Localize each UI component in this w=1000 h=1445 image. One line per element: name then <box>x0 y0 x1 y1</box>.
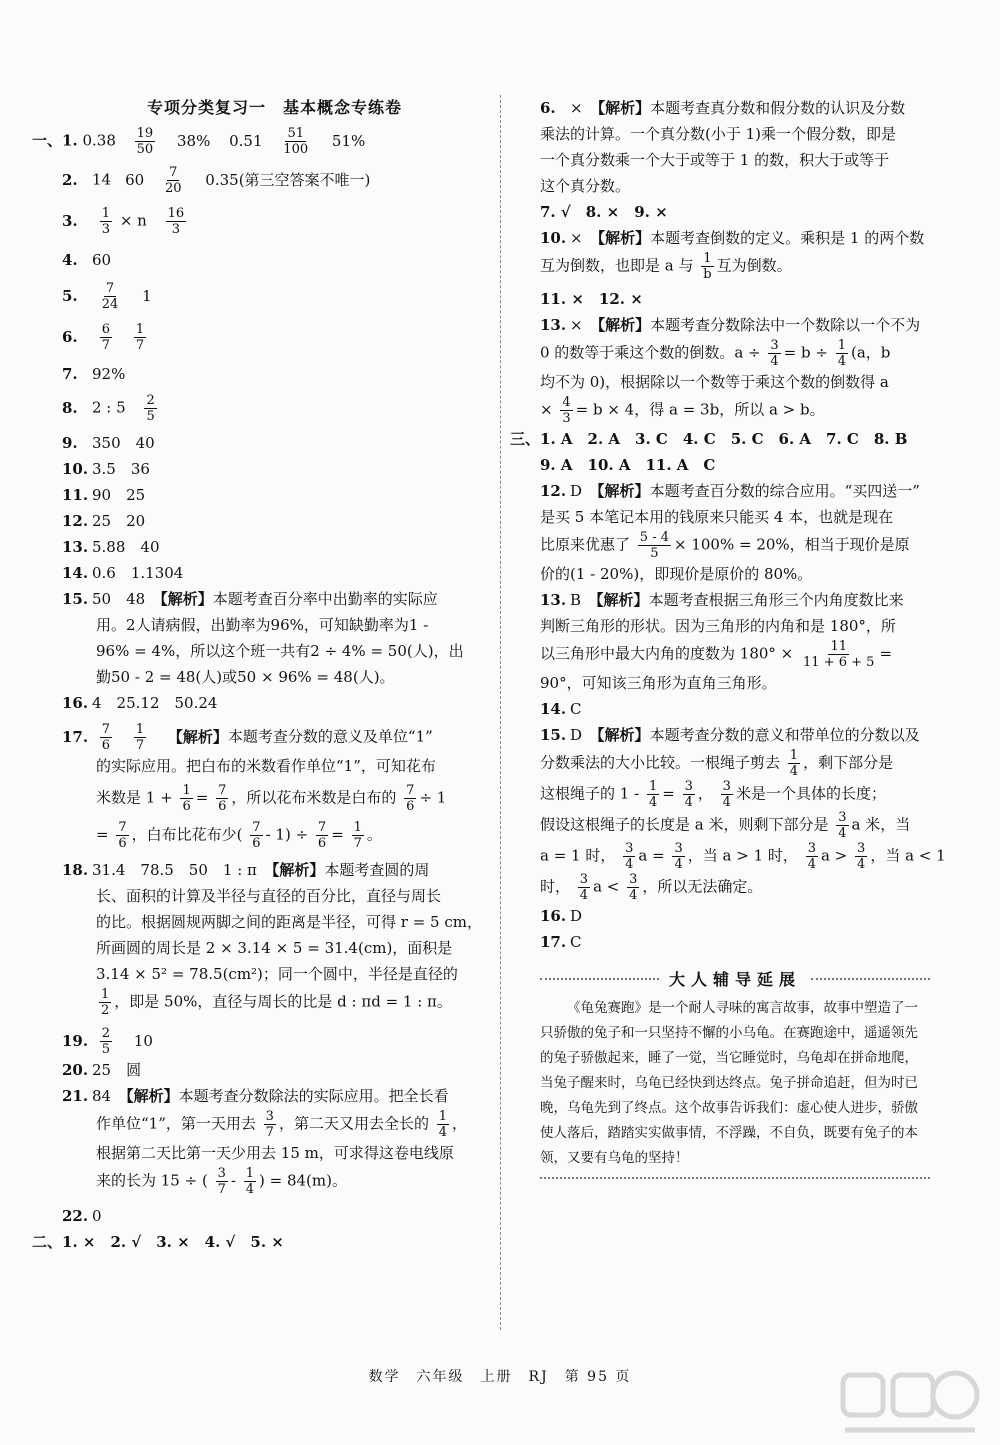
page-footer: 数学 六年级 上册 RJ 第 95 页 <box>368 1369 632 1385</box>
dotted-rule <box>540 978 659 980</box>
r13: 13. × 【解析】本题考查分数除法中一个数除以一个不为 0 的数等于乘这个数的倒数。a ÷ $\frac{3}{4}$ = b ÷ $\frac{1}{4}$ (a，b 均不为 0)，根据除以一个数等于乘这个数的倒数得 a × $\frac{4}{3}$ = b × 4，得 a = 3b，所以 a > b。 <box>540 316 921 426</box>
fraction: $\frac{3}{4}$ <box>579 872 589 903</box>
q8: 8. 2 : 5 $\frac{2}{5}$ <box>62 393 155 424</box>
r6: 6. × 【解析】本题考查真分数和假分数的认识及分数 乘法的计算。一个真分数(小于 1)乘一个假分数，即是 一个真分数乘一个大于或等于 1 的数，积大于或等于 这个真分数。 <box>540 99 906 195</box>
fraction: $\frac{51}{100}$ <box>283 126 309 157</box>
fraction: $\frac{1}{7}$ <box>135 722 145 753</box>
fraction: $\frac{1}{4}$ <box>245 1166 255 1197</box>
fraction: $\frac{3}{4}$ <box>857 841 866 872</box>
r7: 7. √ 8. × 9. × <box>540 203 668 221</box>
q1: 一、1. 0.38 $\frac{19}{50}$ 38% 0.51 $\frac{51}{100}$ 51% <box>32 126 366 157</box>
fraction: $\frac{1}{4}$ <box>837 338 846 369</box>
q20: 20. 25 圆 <box>62 1061 142 1079</box>
column-divider <box>500 95 501 1330</box>
q9: 9. 350 40 <box>62 434 155 452</box>
fraction: $\frac{3}{4}$ <box>629 872 638 903</box>
q11: 11. 90 25 <box>62 486 146 504</box>
fraction: $\frac{7}{6}$ <box>406 783 415 814</box>
box-header <box>540 967 930 990</box>
left-column <box>32 95 487 1255</box>
fraction: $\frac{3}{4}$ <box>625 841 634 872</box>
q19: 19. $\frac{2}{5}$ 10 <box>62 1026 153 1057</box>
r13b: 13. B 【解析】本题考查根据三角形三个内角度数比来 判断三角形的形状。因为三角形的内角和是 180°，所 以三角形中最大内角的度数为 180° × $\frac{11}{11 + 6 + 5}$ = 90°，可知该三角形为直角三角形。 <box>540 591 904 692</box>
fraction: $\frac{3}{4}$ <box>838 810 847 841</box>
r10: 10. × 【解析】本题考查倒数的定义。乘积是 1 的两个数 互为倒数，也即是 a 与 $\frac{1}{b}$ 互为倒数。 <box>540 229 925 282</box>
r14: 14. C <box>540 700 582 718</box>
q15: 15. 50 48 【解析】本题考查百分率中出勤率的实际应 用。2人请病假，出勤率为96%，可知缺勤率为1 - 96% = 4%，所以这个班一共有2 ÷ 4% = 50(人)，出 勤50 - 2 = 48(人)或50 × 96% = 48(人)。 <box>62 590 464 686</box>
fraction: $\frac{2}{5}$ <box>146 393 155 424</box>
fraction: $\frac{7}{24}$ <box>101 281 119 312</box>
q13: 13. 5.88 40 <box>62 538 160 556</box>
fraction: $\frac{1}{4}$ <box>438 1109 448 1140</box>
fraction: $\frac{1}{4}$ <box>789 748 799 779</box>
fraction: $\frac{1}{6}$ <box>182 783 191 814</box>
watermark-logo-icon <box>835 1365 985 1440</box>
fraction: $\frac{7}{6}$ <box>118 820 127 851</box>
dotted-rule <box>811 978 930 980</box>
fraction: $\frac{1}{b}$ <box>703 251 712 282</box>
fraction: $\frac{7}{6}$ <box>252 820 261 851</box>
fraction: $\frac{1}{7}$ <box>353 820 362 851</box>
fraction: $\frac{2}{5}$ <box>101 1026 111 1057</box>
r11: 11. × 12. × <box>540 290 643 308</box>
q6: 6. $\frac{6}{7}$ $\frac{1}{7}$ <box>62 322 145 353</box>
fraction: $\frac{1}{2}$ <box>101 987 110 1018</box>
dotted-rule <box>540 1177 930 1179</box>
fraction: $\frac{7}{20}$ <box>164 165 182 196</box>
box-title: 大人辅导延展 <box>669 970 802 989</box>
fraction: $\frac{7}{6}$ <box>317 820 327 851</box>
q12: 12. 25 20 <box>62 512 146 530</box>
fraction: $\frac{6}{7}$ <box>101 322 111 353</box>
q3: 3. $\frac{1}{3}$ × n $\frac{16}{3}$ <box>62 206 185 237</box>
fraction: $\frac{16}{3}$ <box>167 206 185 237</box>
r12: 12. D 【解析】本题考查百分数的综合应用。“买四送一” 是买 5 本笔记本用的钱原来只能买 4 本，也就是现在 比原来优惠了 $\frac{5 - 4}{5}$ × 100% = 20%，相当于现价是原 价的(1 - 20%)，即现价是原价的 80%。 <box>540 482 920 583</box>
fraction: $\frac{19}{50}$ <box>136 126 154 157</box>
fraction: $\frac{3}{4}$ <box>807 841 816 872</box>
q10: 10. 3.5 36 <box>62 460 150 478</box>
section-3-row1: 三、1. A 2. A 3. C 4. C 5. C 6. A 7. C 8. B <box>510 430 908 448</box>
fraction: $\frac{3}{4}$ <box>770 338 779 369</box>
page-title: 专项分类复习一 基本概念专练卷 <box>146 98 402 117</box>
r16: 16. D <box>540 907 583 925</box>
q2: 2. 14 60 $\frac{7}{20}$ 0.35(第三空答案不唯一) <box>62 165 371 196</box>
q7: 7. 92% <box>62 365 126 383</box>
right-column <box>510 95 946 1179</box>
section-3-row2: 9. A 10. A 11. A C <box>540 456 716 474</box>
fraction: $\frac{4}{3}$ <box>562 395 571 426</box>
q21: 21. 84 【解析】本题考查分数除法的实际应用。把全长看 作单位“1”，第一天用去 $\frac{3}{7}$ ，第二天又用去全长的 $\frac{1}{4}$ ， 根据第二天比第一天少用去 15 m，可求得这卷电线原 来的长为 15 ÷ ( $\frac{3}{7}$ - $\frac{1}{4}$ ) = 84(m)。 <box>62 1087 468 1197</box>
r17: 17. C <box>540 933 582 951</box>
q17: 17. $\frac{7}{6}$ $\frac{1}{7}$ 【解析】本题考查分数的意义及单位“1” 的实际应用。把白布的米数看作单位“1”，可知花布 米数是 1 + $\frac{1}{6}$ = $\frac{7}{6}$ ，所以花布米数是白布的 $\frac{7}{6}$ ÷ 1 = $\frac{7}{6}$ ，白布比花布少( $\frac{7}{6}$ - 1) ÷ $\frac{7}{6}$ = $\frac{1}{7}$ 。 <box>62 722 447 851</box>
fraction: $\frac{11}{11 + 6 + 5}$ <box>803 639 875 670</box>
q5: 5. $\frac{7}{24}$ 1 <box>62 281 152 312</box>
q16: 16. 4 25.12 50.24 <box>62 694 218 712</box>
fraction: $\frac{3}{4}$ <box>684 779 693 810</box>
box-body: 《龟兔赛跑》是一个耐人寻味的寓言故事，故事中塑造了一只骄傲的兔子和一只坚持不懈的小乌龟。在赛跑途中，遥遥领先的兔子骄傲起来，睡了一觉，当它睡觉时，乌龟却在拼命地爬，当兔子醒来时，乌龟已经快到达终点。兔子拼命追赶，但为时已晚，乌龟先到了终点。这个故事告诉我们：虚心使人进步，骄傲使人落后，踏踏实实做事情，不浮躁，不自负，既要有兔子的本领，又要有乌龟的坚持！ <box>540 1000 918 1166</box>
fraction: $\frac{1}{7}$ <box>135 322 145 353</box>
fraction: $\frac{5 - 4}{5}$ <box>639 530 669 561</box>
fraction: $\frac{3}{4}$ <box>674 841 683 872</box>
fraction: $\frac{7}{6}$ <box>218 783 227 814</box>
q18: 18. 31.4 78.5 50 1 : π 【解析】本题考查圆的周 长、面积的计算及半径与直径的百分比，直径与周长 的比。根据圆规两脚之间的距离是半径，可得 r = 5 cm， 所画圆的周长是 2 × 3.14 × 5 = 31.4(cm)，面积是 3.14 × 5² = 78.5(cm²)；同一个圆中，半径是直径的 $\frac{1}{2}$ ，即是 50%，直径与周长的比是 d : πd = 1 : π。 <box>62 861 482 1018</box>
fraction: $\frac{7}{6}$ <box>101 722 111 753</box>
tutor-extension-box <box>540 967 930 1179</box>
q22: 22. 0 <box>62 1207 102 1225</box>
fraction: $\frac{3}{4}$ <box>722 779 731 810</box>
section-1-label: 一、 <box>32 131 63 150</box>
fraction: $\frac{1}{3}$ <box>101 206 111 237</box>
q14: 14. 0.6 1.1304 <box>62 564 184 582</box>
section-2: 二、1. × 2. √ 3. × 4. √ 5. × <box>32 1233 284 1251</box>
r15: 15. D 【解析】本题考查分数的意义和带单位的分数以及 分数乘法的大小比较。一根绳子剪去 $\frac{1}{4}$ ，剩下部分是 这根绳子的 1 - $\frac{1}{4}$ = $\frac{3}{4}$ ， $\frac{3}{4}$ 米是一个具体的长度； 假设这根绳子的长度是 a 米，则剩下部分是 $\frac{3}{4}$ a 米，当 a = 1 时， $\frac{3}{4}$ a = $\frac{3}{4}$ ，当 a > 1 时， $\frac{3}{4}$ a > $\frac{3}{4}$ ，当 a < 1 时， $\frac{3}{4}$ a < $\frac{3}{4}$ ，所以无法确定。 <box>540 726 946 903</box>
fraction: $\frac{3}{7}$ <box>217 1166 226 1197</box>
q4: 4. 60 <box>62 251 112 269</box>
fraction: $\frac{3}{7}$ <box>265 1109 274 1140</box>
fraction: $\frac{1}{4}$ <box>648 779 658 810</box>
